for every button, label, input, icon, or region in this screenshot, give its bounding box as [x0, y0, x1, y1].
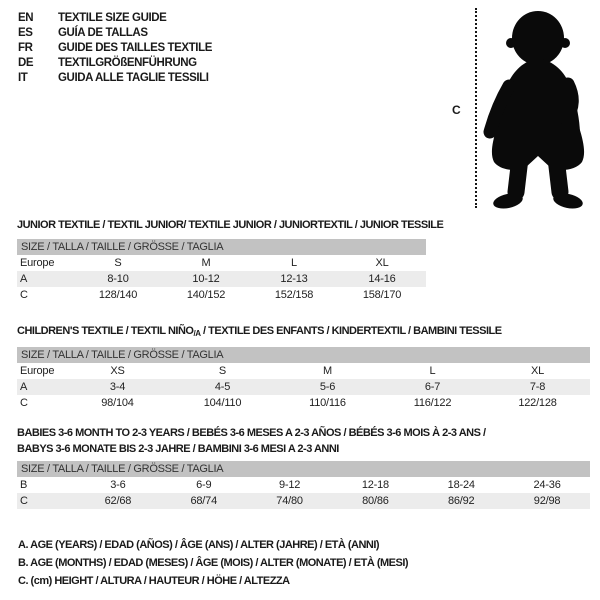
note-line: A. AGE (YEARS) / EDAD (AÑOS) / ÂGE (ANS) / ALTER (JAHRE) / ETÀ (ANNI) [18, 539, 380, 551]
table-row [17, 477, 590, 493]
section-title-line [17, 217, 444, 233]
size-table [17, 363, 590, 411]
size-cell: 92/98 [533, 495, 561, 507]
size-cell: 110/116 [309, 397, 346, 409]
section-title-segment: BABYS 3-6 MONATE BIS 2-3 JAHRE / BAMBINI 3-6 MESI A 2-3 ANNI [17, 443, 339, 455]
size-cell: 7-8 [529, 381, 546, 393]
size-cell: XS [110, 365, 125, 377]
language-label: TEXTILE SIZE GUIDE [58, 12, 167, 24]
row-label-cell: C [20, 397, 28, 409]
language-label: TEXTILGRÖßENFÜHRUNG [58, 57, 197, 69]
table-row [17, 363, 590, 379]
size-cell: S [218, 365, 227, 377]
size-cell: 62/68 [104, 495, 132, 507]
size-cell: 86/92 [447, 495, 475, 507]
size-table [17, 477, 590, 509]
row-label-cell: A [20, 273, 28, 285]
section-title-segment: /A [193, 329, 201, 338]
size-table-section [17, 323, 590, 411]
language-row [18, 71, 212, 86]
size-cell: XL [530, 365, 545, 377]
section-title-segment: CHILDREN'S TEXTILE / TEXTIL NIÑO [17, 325, 194, 337]
size-table-wrap [17, 239, 426, 303]
size-cell: 4-5 [214, 381, 231, 393]
language-code: ES [18, 27, 33, 39]
size-cell: 152/158 [274, 289, 314, 301]
language-label: GUIDE DES TAILLES TEXTILE [58, 42, 212, 54]
height-dotted-line [475, 8, 477, 208]
row-label-cell: C [20, 495, 28, 507]
size-cell: 12-13 [280, 273, 308, 285]
section-title [17, 425, 590, 457]
size-cell: M [201, 257, 211, 269]
language-row [18, 56, 212, 71]
note-line: C. (cm) HEIGHT / ALTURA / HAUTEUR / HÖHE / ALTEZZA [18, 575, 290, 587]
note-line: B. AGE (MONTHS) / EDAD (MESES) / ÂGE (MOIS) / ALTER (MONATE) / ETÀ (MESI) [18, 557, 409, 569]
height-measure-label: C [452, 103, 461, 117]
section-title-line [17, 441, 590, 457]
size-cell: 3-6 [110, 479, 126, 491]
table-row [17, 395, 590, 411]
size-cell: 3-4 [109, 381, 126, 393]
language-row [18, 41, 212, 56]
size-cell: 6-7 [424, 381, 441, 393]
size-table [17, 255, 426, 303]
language-code: EN [18, 12, 34, 24]
size-cell: 68/74 [190, 495, 217, 507]
table-row [17, 493, 590, 509]
language-code: FR [18, 42, 33, 54]
row-label-cell: Europe [20, 365, 55, 377]
size-cell: XL [375, 257, 389, 269]
size-cell: 18-24 [447, 479, 475, 491]
row-label-cell: A [20, 381, 28, 393]
size-cell: L [429, 365, 436, 377]
size-cell: L [291, 257, 297, 269]
size-cell: 104/110 [203, 397, 242, 409]
section-title-line [17, 323, 590, 342]
size-header-bar: SIZE / TALLA / TAILLE / GRÖSSE / TAGLIA [17, 347, 590, 363]
size-cell: 10-12 [192, 273, 220, 285]
size-cell: 8-10 [107, 273, 129, 285]
section-title [17, 217, 444, 233]
size-cell: M [323, 365, 332, 377]
table-row [17, 287, 426, 303]
size-cell: 74/80 [276, 495, 303, 507]
size-cell: 5-6 [319, 381, 336, 393]
section-title-segment: / TEXTILE DES ENFANTS / KINDERTEXTIL / BAMBINI TESSILE [200, 325, 502, 337]
size-cell: 80/86 [362, 495, 389, 507]
size-cell: 9-12 [278, 479, 301, 491]
language-title-list [18, 11, 212, 86]
size-cell: 24-36 [533, 479, 561, 491]
table-row [17, 255, 426, 271]
section-title-segment: JUNIOR TEXTILE / TEXTIL JUNIOR/ TEXTILE JUNIOR / JUNIORTEXTIL / JUNIOR TESSILE [17, 219, 444, 231]
size-cell: 128/140 [98, 289, 138, 301]
size-cell: 158/170 [362, 289, 402, 301]
language-label: GUIDA ALLE TAGLIE TESSILI [58, 72, 209, 84]
section-title-line [17, 425, 590, 441]
language-row [18, 26, 212, 41]
language-row [18, 11, 212, 26]
size-header-bar: SIZE / TALLA / TAILLE / GRÖSSE / TAGLIA [17, 239, 426, 255]
size-cell: 14-16 [368, 273, 396, 285]
table-row [17, 379, 590, 395]
section-title [17, 323, 590, 342]
size-cell: 140/152 [186, 289, 226, 301]
section-title-segment: BABIES 3-6 MONTH TO 2-3 YEARS / BEBÉS 3-6 MESES A 2-3 AÑOS / BÉBÉS 3-6 MOIS À 2-3 ANS / [17, 427, 486, 439]
size-cell: 98/104 [101, 397, 134, 409]
language-code: IT [18, 72, 28, 84]
size-table-wrap [17, 461, 590, 509]
height-figure [440, 5, 598, 211]
size-cell: 122/128 [518, 397, 557, 409]
row-label-cell: B [20, 479, 28, 491]
size-cell: S [114, 257, 122, 269]
size-table-section [17, 217, 444, 303]
size-cell: 12-18 [361, 479, 389, 491]
row-label-cell: Europe [20, 257, 55, 269]
baby-silhouette-icon [482, 8, 594, 210]
measurement-notes [18, 536, 408, 590]
table-row [17, 271, 426, 287]
size-cell: 6-9 [196, 479, 212, 491]
language-code: DE [18, 57, 34, 69]
size-table-wrap [17, 347, 590, 411]
size-header-bar: SIZE / TALLA / TAILLE / GRÖSSE / TAGLIA [17, 461, 590, 477]
size-table-section [17, 425, 590, 509]
row-label-cell: C [20, 289, 28, 301]
language-label: GUÍA DE TALLAS [58, 27, 148, 39]
size-cell: 116/122 [413, 397, 452, 409]
